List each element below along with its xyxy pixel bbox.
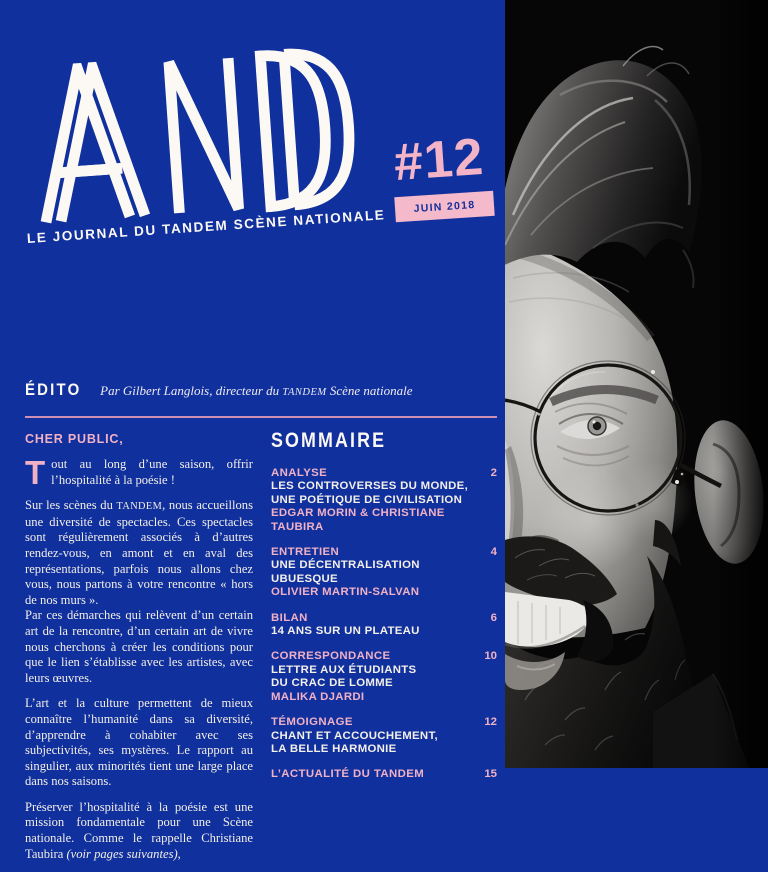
edito-byline <box>100 383 412 399</box>
toc-title-line: DU CRAC DE LOMME <box>271 677 393 690</box>
edito-column <box>25 428 253 872</box>
toc-entry-head <box>271 768 497 781</box>
toc-category: ENTRETIEN <box>271 546 340 559</box>
logo-and-graphic <box>29 42 395 228</box>
toc-entry-head <box>271 716 497 729</box>
toc-category: CORRESPONDANCE <box>271 650 391 663</box>
toc-title-line: CHANT ET ACCOUCHEMENT, <box>271 729 438 742</box>
toc-title-line: UNE POÉTIQUE DE CIVILISATION <box>271 493 463 506</box>
masthead-subtitle: LE JOURNAL DU TANDEM SCÈNE NATIONALE <box>26 207 386 246</box>
page-content <box>25 428 497 872</box>
tandem-smallcaps: TANDEM <box>116 501 163 513</box>
toc-title-line: LETTRE AUX ÉTUDIANTS <box>271 663 417 676</box>
byline-tandem: TANDEM <box>282 387 327 398</box>
portrait-graphic <box>505 0 768 768</box>
toc-title-line: LES CONTROVERSES DU MONDE, <box>271 480 469 493</box>
toc-authors: OLIVIER MARTIN-SALVAN <box>271 586 420 599</box>
paragraph-text: Préserver l’hospitalité à la poésie est une mission fondamentale pour une Scène nationale. Comme le rappelle Christiane Taubira <box>25 799 253 861</box>
sommaire-column <box>271 428 497 872</box>
toc-entry <box>271 546 497 600</box>
toc-entry-head <box>271 612 497 625</box>
toc-category: BILAN <box>271 611 308 624</box>
body-paragraph <box>25 454 253 491</box>
issue-number: #12 <box>392 127 486 193</box>
toc-title-line: 14 ANS SUR UN PLATEAU <box>271 625 420 638</box>
body-paragraph: L’art et la culture permettent de mieux connaître l’humanité dans sa diversité, d’apprendre à cohabiter avec ses subjectivités, ses mystères. Le rapport au singulier, aux minorités tient une large place dans nos saisons. <box>25 696 253 789</box>
toc-category: TÉMOIGNAGE <box>271 716 353 729</box>
toc-page-number: 12 <box>484 716 497 729</box>
byline-text: Scène nationale <box>326 383 413 398</box>
toc-title-line: UBUESQUE <box>271 572 338 585</box>
paragraph-text: out au long d’une saison, offrir l’hospitalité à la poésie ! <box>51 457 253 487</box>
paragraph-text: , <box>177 846 181 861</box>
toc-authors: MALIKA DJARDI <box>271 690 365 703</box>
toc-entry <box>271 768 497 781</box>
salutation: CHER PUBLIC, <box>25 432 124 446</box>
date-badge: JUIN 2018 <box>394 191 494 223</box>
toc-page-number: 15 <box>484 768 497 781</box>
paragraph-text: , nous accueillons une diversité de spectacles. Ces spectacles sont régulièrement associés à d’autres rendez-vous, en amont et en aval des représentations, parfois nous allons chez vous, nous partons à votre rencontre « hors de nos murs ». <box>25 498 253 607</box>
toc-entry-head <box>271 650 497 663</box>
toc-authors: EDGAR MORIN & CHRISTIANE TAUBIRA <box>271 507 445 533</box>
toc-category: L’ACTUALITÉ DU TANDEM <box>271 768 425 781</box>
paragraph-text: Sur les scènes du <box>25 498 117 513</box>
toc-entry <box>271 612 497 639</box>
toc-title-line: UNE DÉCENTRALISATION <box>271 559 420 572</box>
toc-entry <box>271 650 497 704</box>
body-paragraph <box>25 800 253 862</box>
toc-entry-head <box>271 467 497 480</box>
paragraph-italic: (voir pages suivantes) <box>66 846 178 861</box>
edito-label: ÉDITO <box>25 380 82 399</box>
byline-text: Par Gilbert Langlois, directeur du <box>100 383 283 398</box>
body-paragraph: Par ces démarches qui relèvent d’un certain art de la rencontre, d’un certain art de vivre nous cherchons à créer les conditions pour que le lien s’établisse avec les artistes, avec leurs œuvres. <box>25 608 253 685</box>
toc-entry <box>271 467 497 534</box>
toc-page-number: 6 <box>490 611 497 624</box>
edito-header <box>25 380 497 400</box>
toc-entry-head <box>271 546 497 559</box>
toc-title-line: LA BELLE HARMONIE <box>271 742 397 755</box>
toc-page-number: 10 <box>484 650 497 663</box>
toc-page-number: 4 <box>490 546 497 559</box>
masthead-logo <box>29 42 396 233</box>
toc-entry <box>271 716 497 756</box>
body-paragraph <box>25 498 253 608</box>
toc-category: ANALYSE <box>271 467 328 479</box>
toc-page-number: 2 <box>490 467 497 479</box>
portrait-photo <box>505 0 768 768</box>
sommaire-title: SOMMAIRE <box>271 429 387 452</box>
drop-cap: T <box>25 454 46 491</box>
divider-rule <box>25 416 497 418</box>
